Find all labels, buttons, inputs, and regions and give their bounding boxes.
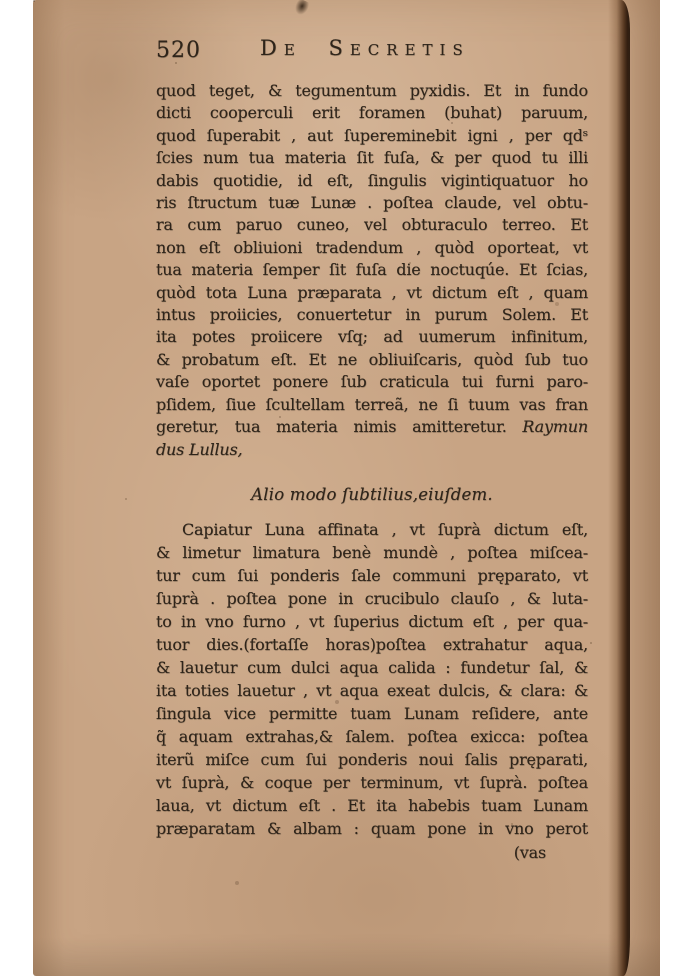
catchword: (vas (513, 842, 546, 862)
text-line: præparatam & albam : quam pone in vno perot (156, 818, 588, 838)
text-line: & limetur limatura benè mundè , poſtea miſcea- (156, 542, 588, 562)
text-line (156, 416, 588, 438)
text-line: ſingula vice permitte tuam Lunam reſidere, ante (156, 703, 588, 723)
paragraph (156, 518, 588, 864)
text-line: vaſe oportet ponere ſub craticula tui furni paro- (156, 372, 588, 392)
text-segment: geretur, tua materia nimis amitteretur. (156, 417, 507, 437)
text-line: tuor dies.(fortaſſe horas)poſtea extrahatur aqua, (156, 634, 588, 654)
text-line: to in vno furno , vt ſuperius dictum eſt , per qua- (156, 611, 588, 631)
text-line: q̃ aquam extrahas,& ſalem. poſtea exicca: poſtea (156, 726, 588, 746)
text-line: dicti cooperculi erit foramen (buhat) paruum, (156, 103, 588, 123)
text-line: ra cum paruo cuneo, vel obturaculo terreo. Et (156, 215, 588, 235)
text-line: non eſt obliuioni tradendum , quòd oporteat, vt (156, 237, 588, 257)
text-line: tur cum ſui ponderis ſale communi pręparato, vt (156, 565, 588, 585)
page-number: 520 (156, 38, 201, 63)
text-line: ita toties lauetur , vt aqua exeat dulcis, & clara: & (156, 680, 588, 700)
section-heading: Alio modo ſubtilius,eiuſdem. (251, 484, 493, 504)
text-column (156, 80, 588, 864)
text-line: intus proiicies, conuertetur in purum Solem. Et (156, 305, 588, 325)
text-line: ita potes proiicere vſq; ad uumerum infinitum, (156, 327, 588, 347)
text-line: ris ſtructum tuæ Lunæ . poſtea claude, vel obtu- (156, 193, 588, 213)
text-line: quod teget, & tegumentum pyxidis. Et in fundo (156, 81, 588, 100)
author-attribution: Raymun (522, 417, 588, 437)
ink-smudge (293, 0, 311, 17)
text-line: iterũ miſce cum ſui ponderis noui ſalis pręparati, (156, 749, 588, 769)
text-line: & lauetur cum dulci aqua calida : fundetur ſal, & (156, 657, 588, 677)
text-line: Capiatur Luna affinata , vt ſuprà dictum eſt, (182, 519, 588, 539)
text-line: quòd tota Luna præparata , vt dictum eſt , quam (156, 282, 588, 302)
text-line: quod ſuperabit , aut ſupereminebit igni , per qdˢ (156, 125, 588, 145)
paper-speck (33, 0, 35, 2)
text-line: dabis quotidie, id eſt, ſingulis vigintiquatuor ho (156, 170, 588, 190)
text-line: pſidem, ſiue ſcultellam terreã, ne ſi tuum vas fran (156, 394, 588, 414)
text-line: ſcies num tua materia ſit fuſa, & per quod tu illi (156, 148, 588, 168)
page-header (156, 36, 588, 64)
author-attribution: dus Lullus, (156, 439, 243, 459)
text-line: & probatum eſt. Et ne obliuiſcaris, quòd ſub tuo (156, 349, 588, 369)
text-line: laua, vt dictum eſt . Et ita habebis tuam Lunam (156, 795, 588, 815)
text-line: ſuprà . poſtea pone in crucibulo clauſo , & luta- (156, 588, 588, 608)
text-line: tua materia ſemper ſit fuſa die noctuqúe. Et ſcias, (156, 260, 588, 280)
book-fore-edge (608, 0, 630, 976)
running-title: De Secretis (260, 36, 470, 60)
text-line: vt ſuprà, & coque per terminum, vt ſuprà. poſtea (156, 772, 588, 792)
paragraph (156, 80, 588, 461)
